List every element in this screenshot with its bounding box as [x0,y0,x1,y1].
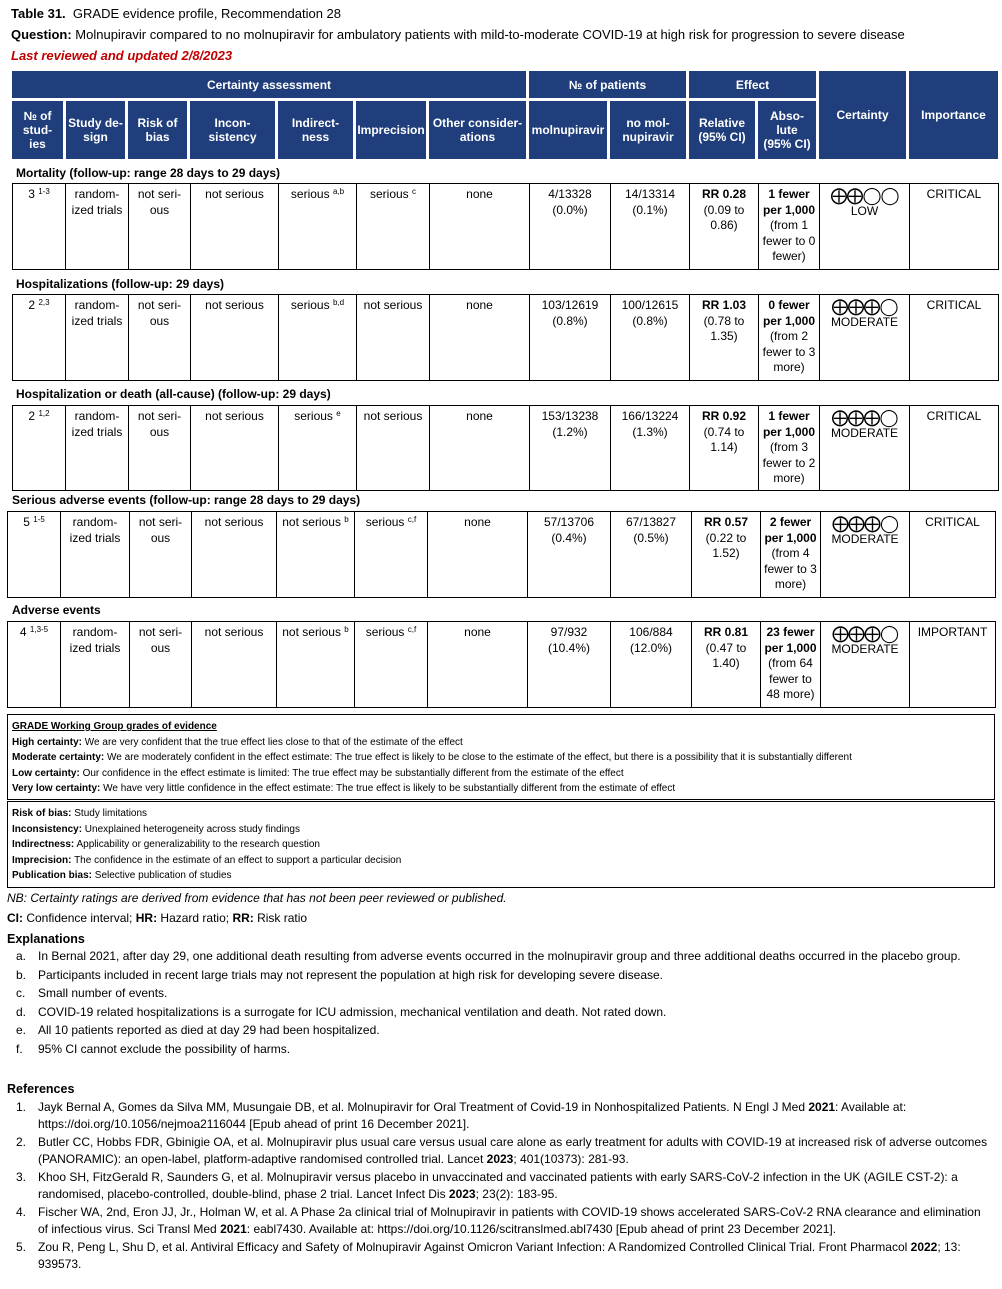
th-num-studies: № of stud- ies [12,101,63,159]
cell-indirectness: serious $^e$ [278,406,356,490]
cell-no-molnupiravir: 14/13314 (0.1%) [610,184,689,269]
cell-absolute: 1 fewer per 1,000 (from 3 fewer to 2 more) [758,406,819,490]
th-num-patients: № of patients [529,71,686,98]
grade-legend [7,714,995,800]
legend-item: Moderate certainty: We are moderately confident in the effect estimate: The true effect is likely to be close to the estimate of the effect, but there is a possibility that it is substantially different [12,752,852,763]
legend-item: High certainty: We are very confident that the true effect lies close to that of the estimate of the effect [12,736,463,748]
reference-item: 2. Butler CC, Hobbs FDR, Gbinigie OA, et al. Molnupiravir plus usual care versus usual care alone as early treatment for adults with COVID-19 at increased risk of adverse outcomes (PANORAMIC): an open-label, platform-adaptive randomised controlled trial. Lancet 2023; 401(10373): 281-93. [16,1135,988,1166]
cell-molnupiravir: 153/13238 (1.2%) [529,406,610,490]
table-caption [11,6,341,21]
references-title: References [7,1082,75,1096]
cell-risk-of-bias: not seri- ous [129,512,191,597]
cell-relative: RR 0.92 (0.74 to 1.14) [689,406,758,490]
outcome-row [7,621,996,708]
th-indirectness: Indirect- ness [278,101,353,159]
cell-num-studies: 3 $^{1-3}$ [28,187,50,201]
reference-item: 3. Khoo SH, FitzGerald R, Saunders G, et al. Molnupiravir versus placebo in unvaccinated and vaccinated patients with early SARS-CoV-2 infection in the UK (AGILE CST-2): a randomised, placebo-controlled, double-blind, phase 2 trial. Lancet Infect Dis 2023; 23(2): 183-95. [16,1170,958,1201]
outcome-group-title: Mortality (follow-up: range 28 days to 29 days) [16,166,281,180]
cell-inconsistency: not serious [191,622,276,707]
cell-risk-of-bias: not seri- ous [128,406,190,490]
th-other: Other consider- ations [429,101,526,159]
cell-certainty: ⨁⨁⨁◯ MODERATE [819,295,909,380]
question-text: Molnupiravir compared to no molnupiravir for ambulatory patients with mild-to-moderate COVID-19 at high risk for progression to severe disease [75,27,905,42]
legend-item: Low certainty: Our confidence in the effect estimate is limited: The true effect may be substantially different from the estimate of the effect [12,767,624,779]
cell-num-studies: 4 $^{1,3-5}$ [19,625,49,639]
cell-risk-of-bias: not seri- ous [128,295,190,380]
cell-inconsistency: not serious [191,512,276,597]
cell-no-molnupiravir: 166/13224 (1.3%) [610,406,689,490]
cell-absolute: 0 fewer per 1,000 (from 2 fewer to 3 more) [758,295,819,380]
cell-indirectness: not serious $^b$ [276,622,354,707]
reference-item: 4. Fischer WA, 2nd, Eron JJ, Jr., Holman W, et al. A Phase 2a clinical trial of Molnupiravir in patients with COVID-19 shows accelerated SARS-CoV-2 RNA clearance and elimination of infectious virus. Sci Transl Med 2021: eabl7430. Available at: https://doi.org/10.1126/scitranslmed.abl7430 [Epub ahead of print 23 December 2021]. [16,1205,981,1236]
question [11,27,905,42]
question-label: Question: [11,27,72,42]
cell-relative: RR 1.03 (0.78 to 1.35) [689,295,758,380]
th-molnupiravir: molnupiravir [529,101,607,159]
cell-certainty: ⨁⨁⨁◯ MODERATE [820,512,909,597]
cell-no-molnupiravir: 67/13827 (0.5%) [610,512,691,597]
cell-other: none [429,295,529,380]
cell-molnupiravir: 4/13328 (0.0%) [529,184,610,269]
cell-imprecision: not serious [356,295,429,380]
cell-study-design: random- ized trials [60,512,129,597]
cell-relative: RR 0.57 (0.22 to 1.52) [691,512,760,597]
cell-importance: CRITICAL [909,184,998,269]
th-imprecision: Imprecision [356,101,426,159]
explanations-title: Explanations [7,932,85,946]
list-item: d. COVID-19 related hospitalizations is a surrogate for ICU admission, mechanical ventilation and death. Not rated down. [16,1004,667,1019]
cell-num-studies: 2 $^{2,3}$ [28,298,50,312]
cell-indirectness: not serious $^b$ [276,512,354,597]
th-importance: Importance [909,71,998,159]
cell-certainty: ⨁⨁◯◯ LOW [819,184,909,269]
th-certainty: Certainty [819,71,906,159]
outcome-row [12,405,999,491]
cell-no-molnupiravir: 100/12615 (0.8%) [610,295,689,380]
cell-absolute: 23 fewer per 1,000 (from 64 fewer to 48 more) [760,622,820,707]
certainty-circles-icon: ⨁⨁◯◯ [830,186,899,205]
legend-item: Indirectness: Applicability or generalizability to the research question [12,839,320,850]
cell-indirectness: serious $^{a,b}$ [278,184,356,269]
cell-absolute: 1 fewer per 1,000 (from 1 fewer to 0 fewer) [758,184,819,269]
th-no-molnupiravir: no mol- nupiravir [610,101,686,159]
cell-molnupiravir: 57/13706 (0.4%) [527,512,610,597]
certainty-circles-icon: ⨁⨁⨁◯ [831,408,898,427]
cell-certainty: ⨁⨁⨁◯ MODERATE [820,622,909,707]
th-absolute: Abso- lute (95% CI) [758,101,816,159]
explanations-list [16,948,991,1057]
cell-study-design: random- ized trials [60,622,129,707]
abbreviations: CI: Confidence interval; HR: Hazard ratio; RR: Risk ratio [7,911,308,925]
references-list [16,1099,991,1272]
table-label: Table 31. [11,6,66,21]
cell-relative: RR 0.28 (0.09 to 0.86) [689,184,758,269]
certainty-circles-icon: ⨁⨁⨁◯ [831,514,899,533]
legend-item: Risk of bias: Study limitations [12,808,148,819]
outcome-row [12,183,999,270]
table-title: GRADE evidence profile, Recommendation 28 [72,6,342,21]
legend-item: Imprecision: The confidence in the estimate of an effect to support a particular decision [12,854,402,866]
th-risk-of-bias: Risk of bias [128,101,187,159]
cell-imprecision: serious $^{c,f}$ [354,512,427,597]
cell-indirectness: serious $^{b,d}$ [278,295,356,380]
domain-legend [7,801,995,888]
th-certainty-assessment: Certainty assessment [12,71,526,98]
th-study-design: Study de- sign [66,101,125,159]
list-item: a. In Bernal 2021, after day 29, one additional death resulting from adverse events occurred in the molnupiravir group and three additional deaths occurred in the placebo group. [16,949,961,963]
cell-risk-of-bias: not seri- ous [128,184,190,269]
outcome-row [7,511,996,598]
cell-relative: RR 0.81 (0.47 to 1.40) [691,622,760,707]
cell-importance: CRITICAL [909,512,995,597]
last-reviewed: Last reviewed and updated 2/8/2023 [11,48,233,63]
cell-study-design: random- ized trials [65,406,128,490]
cell-importance: CRITICAL [909,406,998,490]
grade-legend-title: GRADE Working Group grades of evidence [12,721,217,732]
cell-imprecision: not serious [356,406,429,490]
cell-other: none [427,622,527,707]
outcome-group-title: Adverse events [12,603,101,617]
certainty-circles-icon: ⨁⨁⨁◯ [831,297,898,316]
cell-inconsistency: not serious [190,184,278,269]
list-item: f. 95% CI cannot exclude the possibility of harms. [16,1041,291,1056]
outcome-group-title: Serious adverse events (follow-up: range 28 days to 29 days) [12,493,361,507]
cell-inconsistency: not serious [190,406,278,490]
outcome-group-title: Hospitalization or death (all-cause) (follow-up: 29 days) [16,387,331,401]
cell-num-studies: 2 $^{1,2}$ [28,409,50,423]
cell-certainty: ⨁⨁⨁◯ MODERATE [819,406,909,490]
reference-item: 1. Jayk Bernal A, Gomes da Silva MM, Musungaie DB, et al. Molnupiravir for Oral Treatment of Covid-19 in Nonhospitalized Patients. N Engl J Med 2021: Available at: https://doi.org/10.1056/nejmoa2116044 [Epub ahead of print 16 December 2021]. [16,1100,907,1131]
th-effect: Effect [689,71,816,98]
nb-note: NB: Certainty ratings are derived from evidence that has not been peer reviewed or published. [7,891,507,905]
cell-importance: CRITICAL [909,295,998,380]
outcome-group-title: Hospitalizations (follow-up: 29 days) [16,277,225,291]
cell-study-design: random- ized trials [65,184,128,269]
cell-other: none [429,406,529,490]
list-item: e. All 10 patients reported as died at day 29 had been hospitalized. [16,1023,380,1037]
outcome-row [12,294,999,381]
cell-absolute: 2 fewer per 1,000 (from 4 fewer to 3 more) [760,512,820,597]
cell-importance: IMPORTANT [909,622,995,707]
th-inconsistency: Incon- sistency [190,101,275,159]
cell-risk-of-bias: not seri- ous [129,622,191,707]
reference-item: 5. Zou R, Peng L, Shu D, et al. Antiviral Efficacy and Safety of Molnupiravir Against Omicron Variant Infection: A Randomized Controlled Clinical Trial. Front Pharmacol 2022; 13: 939573. [16,1240,961,1271]
cell-molnupiravir: 103/12619 (0.8%) [529,295,610,380]
cell-other: none [429,184,529,269]
cell-imprecision: serious $^{c,f}$ [354,622,427,707]
cell-no-molnupiravir: 106/884 (12.0%) [610,622,691,707]
th-relative: Relative (95% CI) [689,101,755,159]
legend-item: Very low certainty: We have very little confidence in the effect estimate: The true effect is likely to be substantially different from the estimate of effect [12,783,676,794]
legend-item: Publication bias: Selective publication of studies [12,870,232,881]
certainty-circles-icon: ⨁⨁⨁◯ [831,624,899,643]
cell-num-studies: 5 $^{1-5}$ [23,515,45,529]
cell-other: none [427,512,527,597]
list-item: b. Participants included in recent large trials may not represent the population at high risk for developing severe disease. [16,967,664,982]
cell-study-design: random- ized trials [65,295,128,380]
cell-imprecision: serious $^c$ [356,184,429,269]
cell-inconsistency: not serious [190,295,278,380]
legend-item: Inconsistency: Unexplained heterogeneity across study findings [12,823,300,835]
list-item: c. Small number of events. [16,986,168,1000]
cell-molnupiravir: 97/932 (10.4%) [527,622,610,707]
